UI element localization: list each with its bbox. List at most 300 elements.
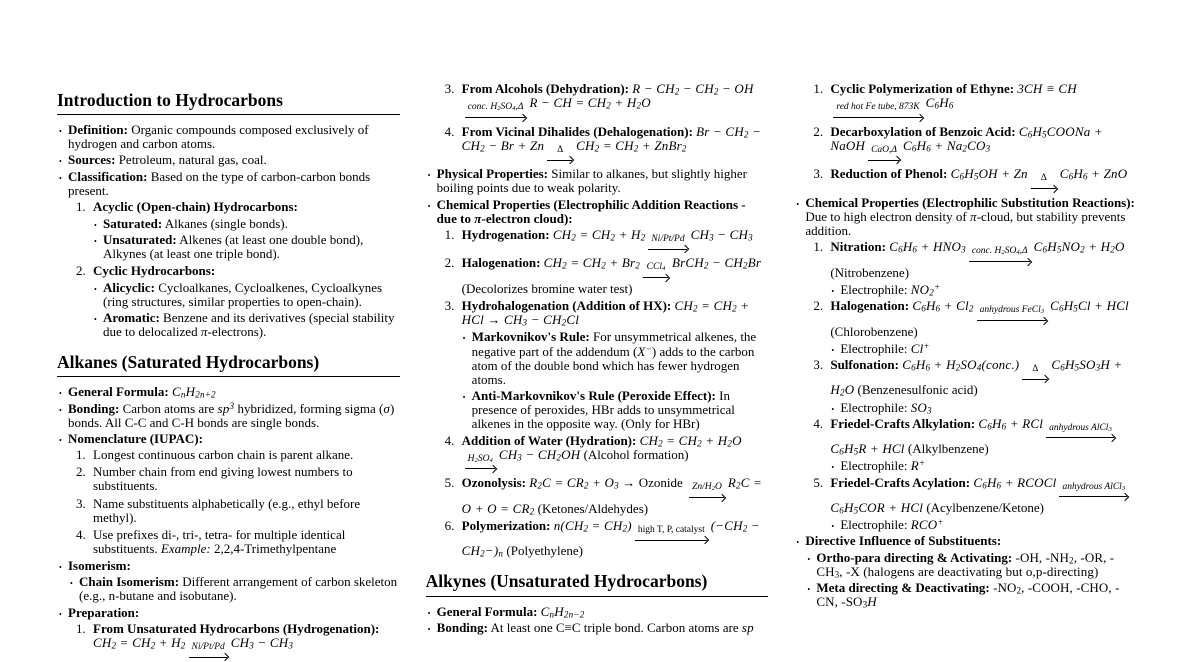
- text-run: $n(CH_2 = CH_2)$: [553, 517, 632, 534]
- text-run: $C_6H_6 + HNO_3$: [889, 239, 966, 255]
- reaction-condition-label: conc. $H_2SO_4,\Delta$: [467, 102, 524, 113]
- bullet-icon: •: [70, 579, 73, 589]
- text-run: Cyclic Polymerization of Ethyne:: [830, 81, 1015, 96]
- list-item-content: [68, 432, 400, 446]
- right-arrow-icon: [689, 494, 725, 502]
- list-item-content: [830, 82, 1137, 122]
- list-number: 5.: [444, 475, 455, 491]
- right-arrow-icon: [868, 156, 900, 164]
- list-item-content: [462, 256, 769, 296]
- text-run: Example:: [160, 541, 211, 556]
- list-item: [59, 170, 400, 198]
- text-run: Sources:: [68, 152, 116, 168]
- text-run: (Nitrobenzene): [830, 264, 910, 280]
- list-item-content: [437, 621, 769, 635]
- text-run: $C_nH_{2n-2}$: [540, 603, 585, 620]
- text-run: $C_6H_6$ + ZnO: [1059, 166, 1128, 182]
- text-run: For unsymmetrical alkenes, the negative part of the addendum (: [471, 329, 757, 359]
- text-run: Nomenclature (IUPAC):: [68, 430, 203, 446]
- list-number: 5.: [813, 474, 824, 490]
- text-run: Alkanes (single bonds).: [162, 216, 288, 232]
- text-run: Acyclic (Open-chain) Hydrocarbons:: [93, 198, 298, 214]
- list-item: [76, 497, 400, 525]
- list-number: 1.: [76, 447, 86, 463]
- list-item-content: [79, 575, 400, 603]
- reaction-arrow: [1059, 483, 1128, 502]
- list-item-content: [830, 167, 1137, 193]
- list-item: [813, 476, 1137, 516]
- list-item-content: [805, 196, 1137, 238]
- list-item: [59, 402, 400, 430]
- list-item-content: [93, 264, 400, 278]
- reaction-condition-label: Δ: [1040, 173, 1047, 184]
- bullet-icon: •: [462, 393, 466, 403]
- list-item: [796, 196, 1137, 238]
- bullet-icon: •: [59, 173, 62, 183]
- reaction-arrow: [969, 247, 1031, 266]
- list-item-content: [462, 82, 769, 122]
- bullet-icon: •: [796, 199, 800, 209]
- text-run: Isomerism:: [68, 558, 131, 574]
- text-run: Bonding:: [68, 400, 120, 416]
- list-item: [445, 256, 769, 296]
- list-item: [94, 281, 400, 309]
- text-run: π: [474, 210, 482, 226]
- bullet-icon: •: [94, 315, 97, 324]
- list-item-content: [437, 605, 769, 619]
- column-1: [57, 80, 400, 652]
- text-run: Classification:: [68, 168, 148, 184]
- bullet-icon: •: [59, 435, 62, 445]
- list-item: [813, 240, 1137, 280]
- list-item-content: [830, 125, 1137, 165]
- text-run: Anti-Markovnikov's Rule (Peroxide Effect):: [471, 388, 716, 404]
- list-item: [813, 167, 1137, 193]
- reaction-arrow: [648, 235, 687, 254]
- text-run: Cyclic Hydrocarbons:: [93, 262, 216, 278]
- list-number: 2.: [76, 262, 86, 278]
- text-run: Preparation:: [68, 604, 140, 620]
- list-number: 1.: [444, 226, 455, 242]
- list-item: [94, 217, 400, 231]
- list-item: [445, 228, 769, 254]
- text-run: π: [200, 324, 208, 340]
- text-run: H: [867, 593, 877, 609]
- bullet-icon: •: [59, 405, 62, 415]
- list-item-content: [93, 465, 400, 493]
- column-3: [794, 80, 1137, 626]
- list-item-content: [462, 299, 769, 327]
- list-item-content: [68, 170, 400, 198]
- right-arrow-icon: [465, 465, 496, 473]
- right-arrow-icon: [648, 245, 687, 253]
- text-run: From Vicinal Dihalides (Dehalogenation):: [461, 123, 693, 139]
- text-run: $C_6H_6$ + RCOCl: [973, 474, 1057, 491]
- list-number: 1.: [813, 239, 824, 255]
- list-item: [463, 389, 769, 431]
- text-run: -electrons).: [207, 324, 267, 340]
- list-item: [59, 606, 400, 620]
- text-run: (Polyethylene): [503, 543, 583, 559]
- list-item: [59, 559, 400, 573]
- bullet-icon: •: [831, 404, 835, 414]
- text-run: Name substituents alphabetically (e.g., ethyl before methyl).: [93, 495, 361, 525]
- text-run: Nitration:: [830, 239, 886, 255]
- list-item-content: [437, 198, 769, 226]
- list-item: [59, 153, 400, 167]
- text-run: $R_2C = O + O = CR_2$: [461, 475, 763, 517]
- text-run: 2,2,4-Trimethylpentane: [210, 541, 337, 556]
- text-run: $R - CH_2 - CH_2$ − OH: [632, 81, 754, 97]
- reaction-condition-label: red hot Fe tube, 873K: [836, 102, 920, 113]
- text-run: Chain Isomerism:: [79, 574, 180, 590]
- list-item: [59, 123, 400, 151]
- reaction-condition-label: Δ: [557, 144, 564, 155]
- text-run: Cl+: [910, 340, 930, 356]
- list-item: [76, 448, 400, 462]
- section-heading: Introduction to Hydrocarbons: [57, 90, 400, 115]
- list-number: 3.: [76, 495, 86, 511]
- list-item-content: [462, 434, 769, 474]
- right-arrow-icon: [1046, 434, 1115, 442]
- reaction-condition-label: $H_2SO_4$: [467, 453, 493, 464]
- list-item-content: [472, 330, 769, 387]
- list-number: 3.: [813, 356, 824, 372]
- text-run: General Formula:: [68, 384, 169, 400]
- text-run: X−: [637, 343, 652, 359]
- list-number: 3.: [813, 166, 824, 182]
- list-item-content: [830, 358, 1137, 398]
- text-run: $C_6H_6 + Na_2CO_3$: [903, 137, 991, 154]
- reaction-arrow: [1022, 365, 1048, 384]
- list-item: [813, 299, 1137, 339]
- bullet-icon: •: [59, 389, 62, 399]
- right-arrow-icon: [635, 536, 708, 544]
- reaction-arrow: [189, 643, 228, 662]
- bullet-icon: •: [59, 563, 62, 573]
- column-2: [425, 80, 769, 635]
- text-run: Due to high electron density of: [805, 208, 970, 224]
- text-run: Halogenation:: [830, 298, 910, 314]
- list-number: 4.: [76, 526, 86, 542]
- text-run: Chemical Properties (Electrophilic Substitution Reactions):: [805, 194, 1135, 210]
- text-run: Hydrogenation:: [461, 226, 550, 242]
- text-run: RCO+: [910, 517, 944, 533]
- bullet-icon: •: [59, 609, 62, 619]
- text-run: $R_2C = CR_2 + O_3$ →: [529, 475, 636, 491]
- bullet-icon: •: [462, 334, 466, 344]
- text-run: $C_6H_5Cl$ + HCl: [1050, 298, 1129, 314]
- right-arrow-icon: [465, 114, 527, 122]
- text-run: Carbon atoms are: [119, 400, 218, 416]
- list-item-content: [462, 228, 769, 254]
- bullet-icon: •: [427, 201, 431, 211]
- text-run: Alicyclic:: [103, 279, 155, 295]
- list-item-content: [103, 281, 400, 309]
- list-item-content: [816, 581, 1137, 609]
- bullet-icon: •: [94, 221, 97, 231]
- right-arrow-icon: [547, 156, 573, 164]
- bullet-icon: •: [59, 127, 62, 137]
- text-run: BrCH$_2$ − $CH_2Br$: [672, 255, 762, 272]
- list-item: [76, 200, 400, 214]
- text-run: Directive Influence of Substituents:: [805, 533, 1002, 549]
- list-item-content: [830, 240, 1137, 280]
- list-item: [831, 518, 1137, 532]
- text-run: 3CH ≡ CH: [1017, 81, 1077, 96]
- text-run: $C_6H_5COR$ + HCl: [830, 500, 924, 516]
- list-item: [76, 528, 400, 556]
- text-run: Physical Properties:: [436, 166, 548, 182]
- right-arrow-icon: [1059, 493, 1128, 501]
- list-item-content: [93, 497, 400, 525]
- text-run: Electrophile:: [840, 281, 911, 297]
- reaction-arrow: [1031, 174, 1057, 193]
- list-item: [445, 125, 769, 165]
- text-run: Alkenes (at least one double bond), Alkynes (at least one triple bond).: [103, 232, 364, 262]
- reaction-arrow: [689, 483, 725, 502]
- text-run: Different arrangement of carbon skeleton (e.g., n-butane and isobutane).: [79, 574, 398, 604]
- text-run: Number chain from end giving lowest numbers to substituents.: [93, 464, 353, 494]
- list-number: 2.: [76, 464, 86, 480]
- text-run: $C_6H_6$: [925, 95, 954, 111]
- text-run: Markovnikov's Rule:: [471, 329, 590, 345]
- reaction-condition-label: Ni/Pt/Pd: [191, 641, 225, 652]
- list-item: [445, 519, 769, 559]
- reaction-arrow: [547, 146, 573, 165]
- list-item: [831, 459, 1137, 473]
- list-number: 1.: [813, 81, 824, 96]
- bullet-icon: •: [59, 157, 62, 167]
- text-run: -electron cloud):: [481, 210, 573, 226]
- bullet-icon: •: [831, 463, 835, 473]
- bullet-icon: •: [796, 538, 800, 548]
- list-item-content: [830, 476, 1137, 516]
- list-item-content: [840, 459, 1137, 473]
- list-item-content: [830, 299, 1137, 339]
- list-item-content: [93, 448, 400, 462]
- right-arrow-icon: [977, 317, 1047, 325]
- list-item-content: [68, 123, 400, 151]
- section-heading: Alkynes (Unsaturated Hydrocarbons): [426, 571, 769, 596]
- text-run: Bonding:: [436, 619, 488, 635]
- text-run: In presence of peroxides, HBr adds to unsymmetrical alkenes in the opposite way. (Only for HBr): [471, 388, 735, 432]
- list-number: 4.: [444, 123, 455, 139]
- list-number: 3.: [444, 298, 455, 314]
- list-item: [813, 417, 1137, 457]
- list-item: [59, 385, 400, 399]
- text-run: $CH_2 = CH_2 + H_2$: [93, 634, 186, 651]
- list-item: [831, 342, 1137, 356]
- list-item: [59, 432, 400, 446]
- list-number: 2.: [813, 298, 824, 314]
- text-run: Electrophile:: [840, 340, 911, 356]
- text-run: $C_6H_6$ + $H_2SO_4(conc.)$: [902, 356, 1020, 373]
- text-run: Benzene and its derivatives (special stability due to delocalized: [103, 310, 395, 340]
- list-item: [463, 330, 769, 387]
- list-item: [796, 534, 1137, 548]
- list-item-content: [462, 125, 769, 165]
- list-item-content: [840, 518, 1137, 532]
- text-run: $CH_2 = CH_2$ + HCl → $CH_3 - CH_2Cl$: [461, 298, 750, 328]
- text-run: $CH_2 = CH_2 + H_2O$: [639, 432, 742, 449]
- text-run: σ: [383, 400, 390, 416]
- text-run: (Decolorizes bromine water test): [461, 280, 633, 296]
- list-item: [428, 621, 769, 635]
- text-run: π: [969, 208, 977, 224]
- bullet-icon: •: [807, 584, 811, 594]
- reaction-arrow: [1046, 424, 1115, 443]
- text-run: From Alcohols (Dehydration):: [461, 81, 629, 96]
- text-run: Sulfonation:: [830, 356, 899, 372]
- text-run: Organic compounds composed exclusively of hydrogen and carbon atoms.: [68, 122, 369, 152]
- list-item: [807, 551, 1137, 579]
- text-run: (Acylbenzene/Ketone): [923, 500, 1044, 516]
- text-run: Chemical Properties (Electrophilic Addition Reactions - due to: [436, 196, 746, 226]
- list-item: [813, 358, 1137, 398]
- text-run: (Ketones/Aldehydes): [534, 500, 649, 516]
- text-run: Longest continuous carbon chain is parent alkane.: [93, 447, 354, 463]
- text-run: R − CH = $CH_2 + H_2O$: [529, 95, 651, 111]
- text-run: Unsaturated:: [103, 232, 177, 248]
- bullet-icon: •: [427, 624, 431, 634]
- list-number: 6.: [444, 517, 455, 533]
- reaction-arrow: [868, 146, 900, 165]
- list-item: [76, 465, 400, 493]
- right-arrow-icon: [1031, 185, 1057, 193]
- list-item: [94, 233, 400, 261]
- text-run: Ozonide: [635, 475, 687, 491]
- text-run: Similar to alkanes, but slightly higher boiling points due to weak polarity.: [436, 166, 747, 196]
- text-run: Definition:: [68, 122, 128, 138]
- text-run: Addition of Water (Hydration):: [461, 432, 637, 448]
- list-item-content: [68, 385, 400, 399]
- text-run: (Benzenesulfonic acid): [854, 382, 978, 398]
- bullet-icon: •: [831, 522, 835, 532]
- list-item: [76, 264, 400, 278]
- list-item-content: [103, 311, 400, 339]
- list-item: [70, 575, 400, 603]
- text-run: $NO_2^+$: [910, 281, 941, 298]
- list-item: [831, 401, 1137, 415]
- reaction-arrow: [635, 526, 708, 545]
- text-run: -cloud, but stability prevents addition.: [805, 208, 1126, 239]
- text-run: Electrophile:: [840, 399, 911, 415]
- text-run: Electrophile:: [840, 458, 911, 474]
- bullet-icon: •: [94, 284, 97, 294]
- text-run: Saturated:: [103, 216, 163, 232]
- text-run: General Formula:: [436, 603, 538, 619]
- text-run: -OH, $-NH_2$, -OR, $-CH_3$, -X (halogens are deactivating but o,p-directing): [816, 549, 1115, 580]
- text-run: Halogenation:: [461, 255, 541, 271]
- list-item: [813, 125, 1137, 165]
- reaction-condition-label: anhydrous FeCl$_3$: [979, 305, 1045, 316]
- text-run: Aromatic:: [103, 310, 160, 325]
- reaction-condition-label: $Zn/H_2O$: [692, 482, 722, 493]
- list-item-content: [816, 551, 1137, 579]
- text-run: ) bonds. All C-C and C-H bonds are single bonds.: [68, 400, 395, 430]
- text-run: $(-CH_2 - CH_2-)_n$: [461, 517, 760, 559]
- text-run: $CH_2 = CH_2$ + ZnBr$_2$: [576, 137, 687, 154]
- text-run: Use prefixes di-, tri-, tetra- for multiple identical substituents.: [93, 526, 346, 556]
- text-run: hybridized, forming sigma (: [234, 400, 384, 416]
- bullet-icon: •: [427, 171, 431, 181]
- list-item: [807, 581, 1137, 609]
- text-run: $C_6H_5COONa$ + NaOH: [830, 123, 1103, 153]
- reaction-condition-label: Δ: [1032, 363, 1039, 374]
- list-number: 2.: [444, 255, 455, 271]
- text-run: $C_6H_5NO_2 + H_2O$: [1033, 239, 1125, 255]
- bullet-icon: •: [427, 608, 431, 618]
- list-item-content: [68, 153, 400, 167]
- bullet-icon: •: [94, 237, 97, 247]
- right-arrow-icon: [833, 114, 922, 122]
- list-item: [445, 82, 769, 122]
- reaction-condition-label: anhydrous AlCl$_3$: [1062, 481, 1126, 492]
- reaction-condition-label: conc. $H_2SO_4,\Delta$: [971, 246, 1028, 257]
- list-item: [445, 434, 769, 474]
- text-run: Hydrohalogenation (Addition of HX):: [461, 298, 672, 314]
- list-item: [428, 605, 769, 619]
- text-run: R+: [910, 458, 926, 474]
- text-run: Reduction of Phenol:: [830, 166, 948, 182]
- text-run: $CH_2 = CH_2 + Br_2$: [543, 255, 640, 272]
- text-run: From Unsaturated Hydrocarbons (Hydrogenation):: [93, 620, 380, 636]
- list-item: [831, 283, 1137, 297]
- list-item-content: [103, 217, 400, 231]
- section-heading: Alkanes (Saturated Hydrocarbons): [57, 352, 400, 377]
- list-item-content: [472, 389, 769, 431]
- list-item: [94, 311, 400, 339]
- text-run: Petroleum, natural gas, coal.: [115, 152, 267, 168]
- list-item-content: [93, 528, 400, 556]
- reaction-condition-label: CaO,Δ: [871, 144, 897, 155]
- bullet-icon: •: [807, 554, 811, 564]
- list-number: 4.: [813, 415, 824, 431]
- list-item-content: [840, 283, 1137, 297]
- list-number: 1.: [76, 198, 86, 214]
- list-item: [813, 82, 1137, 122]
- text-run: $CH_3 - CH_2OH$: [498, 446, 581, 463]
- bullet-icon: •: [831, 345, 835, 355]
- text-run: $CH_2 = CH_2 + H_2$: [552, 226, 646, 243]
- list-item: [76, 622, 400, 662]
- list-item: [445, 299, 769, 327]
- list-item-content: [93, 200, 400, 214]
- text-run: Polymerization:: [461, 517, 551, 533]
- text-run: $sp^3$: [217, 400, 235, 416]
- text-run: $SO_3$: [910, 399, 932, 416]
- list-number: 4.: [444, 432, 455, 448]
- text-run: Ozonolysis:: [461, 475, 526, 491]
- text-run: $C_6H_6 + Cl_2$: [912, 298, 974, 314]
- text-run: $C_6H_5R$ + HCl: [830, 441, 905, 457]
- text-run: (Alkylbenzene): [904, 441, 989, 457]
- right-arrow-icon: [1022, 375, 1048, 383]
- text-run: $CH_3 - CH_3$: [690, 226, 753, 243]
- list-item-content: [68, 402, 400, 430]
- text-run: Decarboxylation of Benzoic Acid:: [830, 123, 1016, 139]
- list-number: 1.: [76, 620, 86, 636]
- text-run: Based on the type of carbon-carbon bonds present.: [68, 168, 371, 198]
- list-item-content: [93, 622, 400, 662]
- list-item-content: [103, 233, 400, 261]
- list-item-content: [462, 519, 769, 559]
- text-run: $C_6H_5OH + Zn$: [950, 166, 1028, 182]
- list-item: [445, 476, 769, 516]
- reaction-arrow: [465, 455, 496, 474]
- text-run: ) adds to the carbon atom of the double bond which has fewer hydrogen atoms.: [471, 343, 755, 387]
